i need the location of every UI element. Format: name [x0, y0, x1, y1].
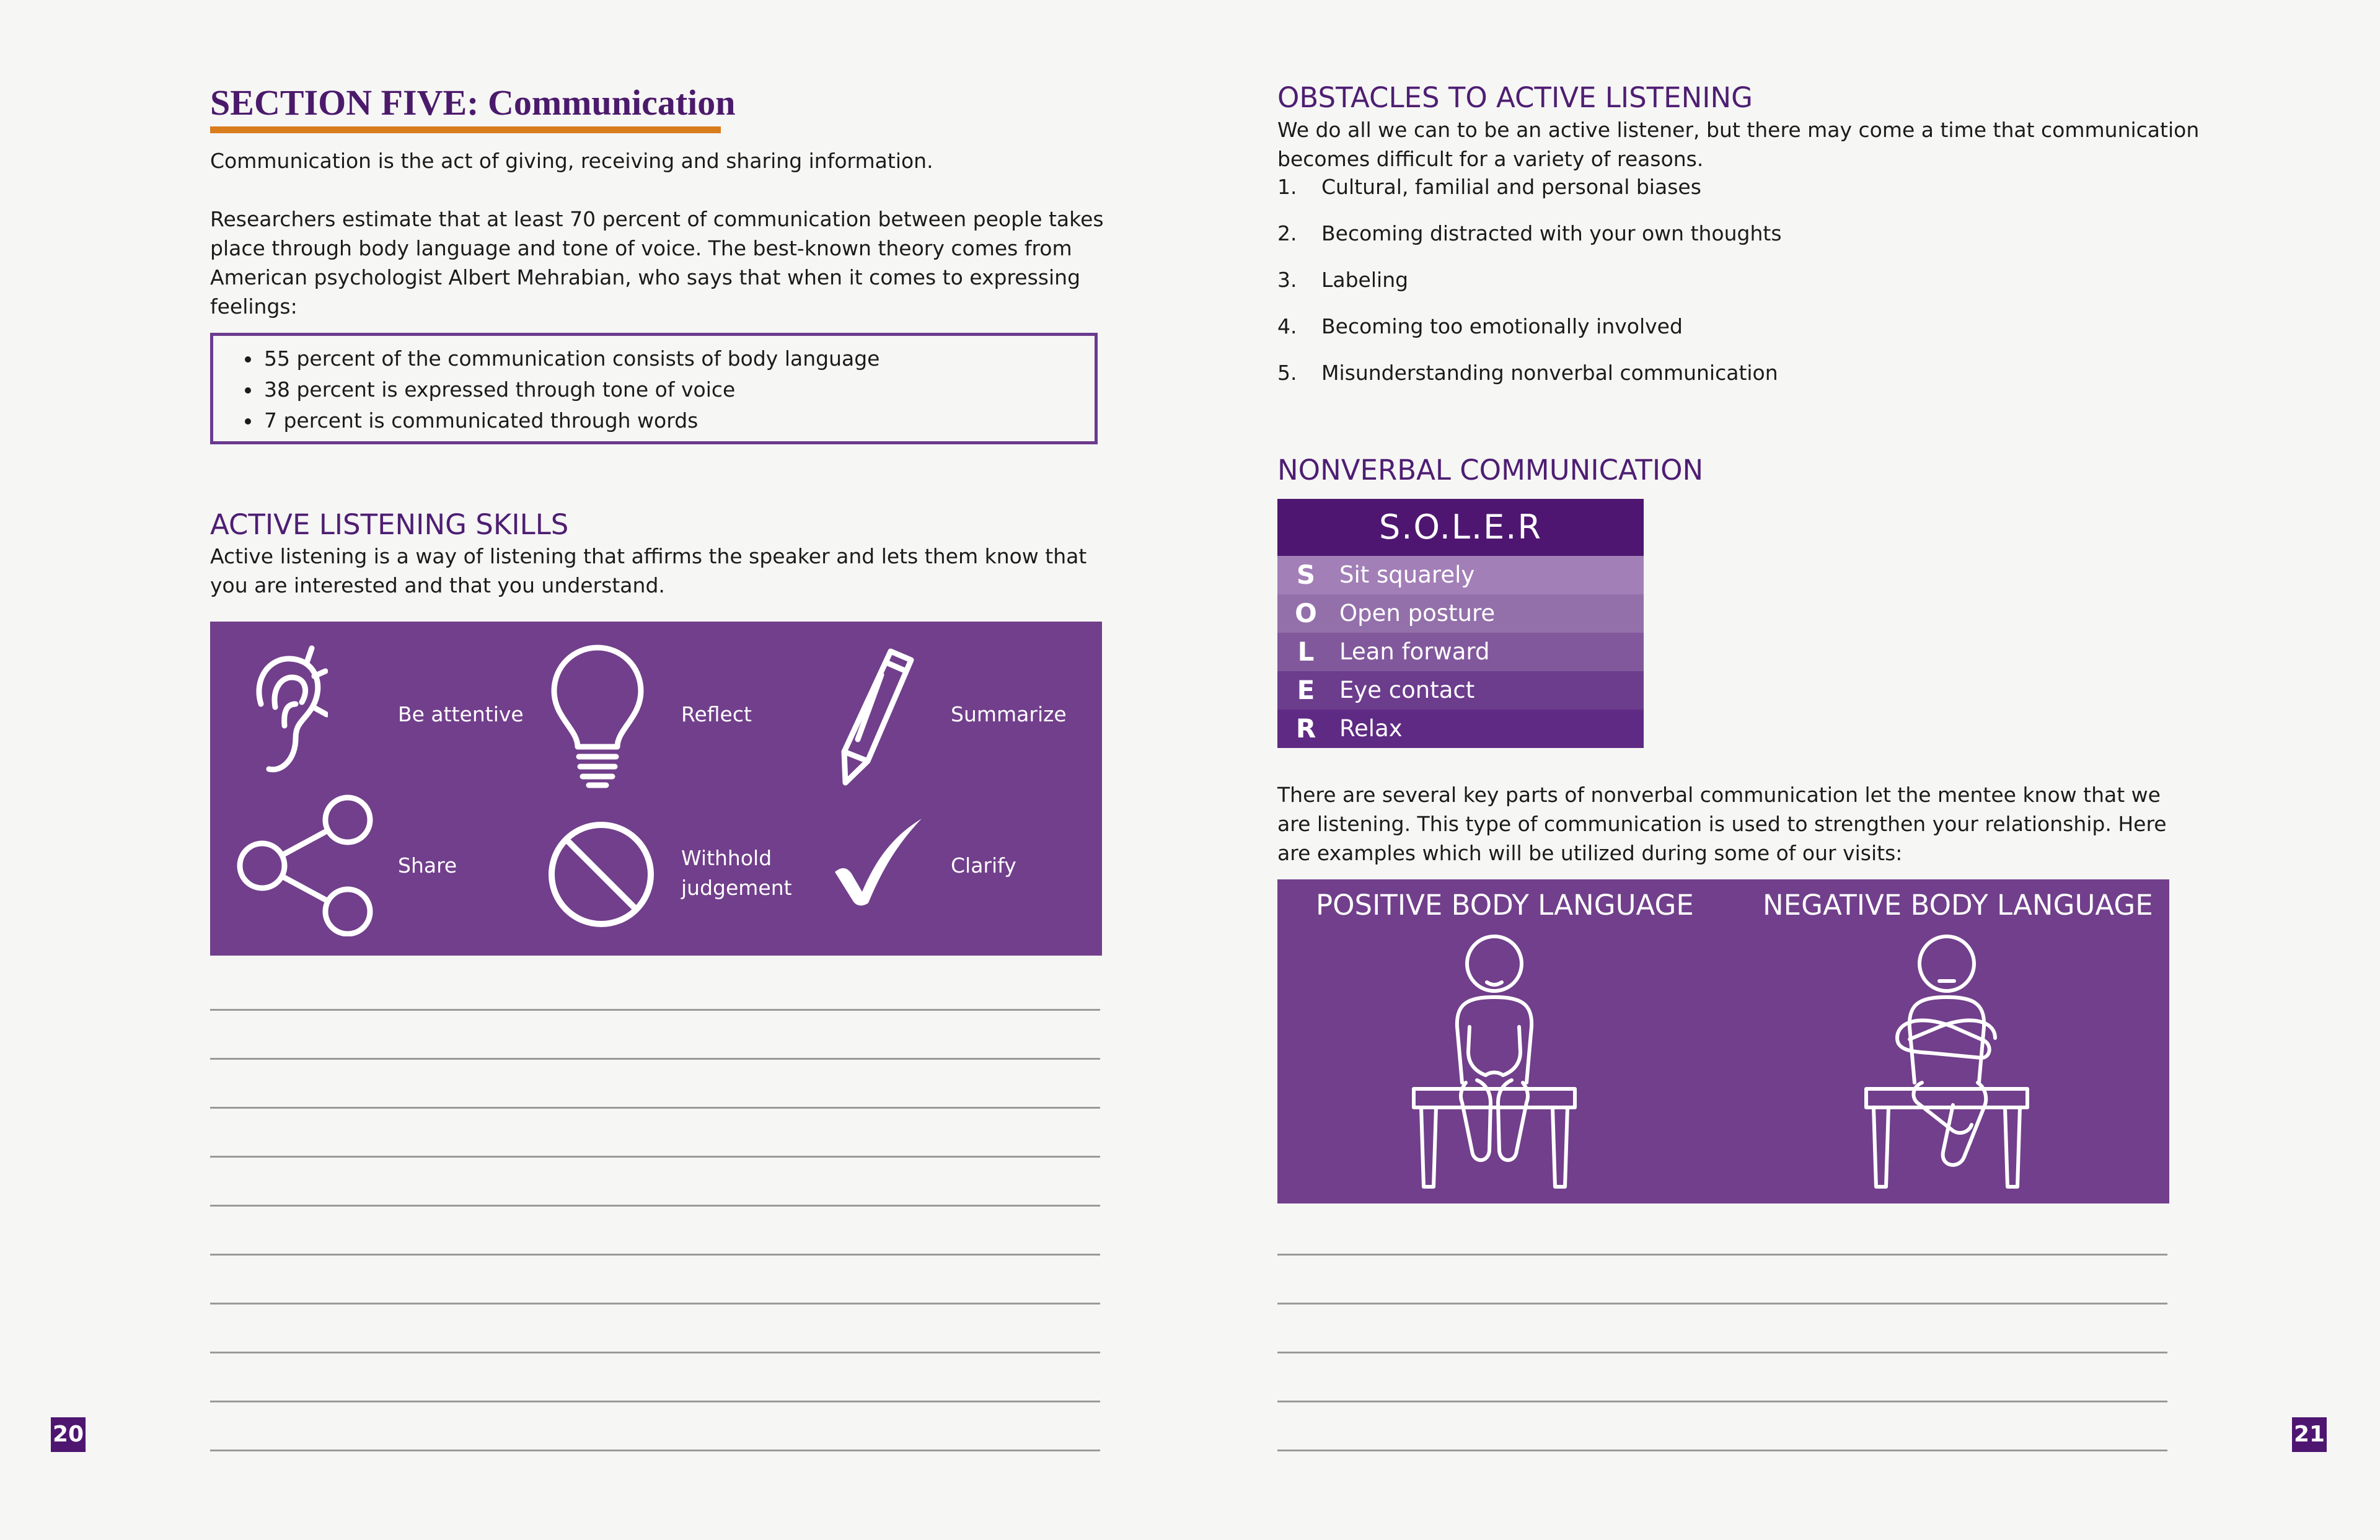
paragraph-line: There are several key parts of nonverbal communication let the mentee know that we: [1277, 783, 2161, 807]
soler-text: Open posture: [1339, 600, 1496, 627]
note-line: [210, 1254, 1100, 1256]
soler-row: [1277, 710, 1644, 748]
positive-body-language-title: POSITIVE BODY LANGUAGE: [1316, 889, 1694, 922]
obstacle-number: 4.: [1277, 314, 1297, 338]
obstacles-heading: OBSTACLES TO ACTIVE LISTENING: [1277, 81, 1753, 114]
skill-label: Reflect: [681, 702, 752, 726]
soler-text: Eye contact: [1339, 677, 1475, 703]
note-line: [1277, 1401, 2167, 1402]
paragraph-line: are examples which will be utilized during some of our visits:: [1277, 841, 1903, 865]
obstacle-text: Becoming too emotionally involved: [1321, 314, 1683, 338]
paragraph-line: are listening. This type of communication is used to strengthen your relationship. Here: [1277, 812, 2167, 836]
obstacle-text: Labeling: [1321, 268, 1409, 292]
intro-text: Communication is the act of giving, receiving and sharing information.: [210, 149, 933, 173]
note-line: [1277, 1352, 2167, 1353]
note-line: [210, 1205, 1100, 1207]
soler-row: [1277, 671, 1644, 710]
prohibited-icon: [545, 819, 657, 930]
soler-row: [1277, 556, 1644, 594]
negative-posture-icon: [1860, 934, 2034, 1197]
section-title: SECTION FIVE: Communication: [210, 82, 736, 123]
paragraph-line: becomes difficult for a variety of reasons.: [1277, 147, 1704, 171]
soler-letter: R: [1295, 713, 1316, 744]
note-line: [1277, 1450, 2167, 1451]
note-line: [210, 1009, 1100, 1011]
note-line: [210, 1352, 1100, 1353]
paragraph-line: Researchers estimate that at least 70 percent of communication between people takes: [210, 207, 1104, 231]
negative-body-language-title: NEGATIVE BODY LANGUAGE: [1763, 889, 2153, 922]
obstacles-list: [1277, 172, 2182, 405]
stats-list: [213, 336, 1095, 436]
nonverbal-paragraph: [1277, 780, 2167, 868]
obstacle-text: Cultural, familial and personal biases: [1321, 175, 1701, 199]
skills-panel: [210, 622, 1102, 956]
soler-letter: E: [1297, 675, 1315, 705]
skill-label: Be attentive: [398, 702, 524, 726]
soler-text: Sit squarely: [1339, 561, 1475, 588]
paragraph-line: We do all we can to be an active listener, but there may come a time that communication: [1277, 118, 2200, 142]
active-listening-heading: ACTIVE LISTENING SKILLS: [210, 508, 569, 541]
skill-label: Summarize: [951, 702, 1067, 726]
soler-title: S.O.L.E.R: [1277, 499, 1644, 556]
soler-text: Relax: [1339, 715, 1403, 742]
note-line: [210, 1156, 1100, 1158]
stat-item: • 7 percent is communicated through words: [262, 405, 1095, 436]
paragraph-line: you are interested and that you understand.: [210, 573, 665, 597]
share-icon: [235, 794, 377, 936]
positive-posture-icon: [1408, 934, 1581, 1197]
obstacle-number: 2.: [1277, 221, 1297, 245]
soler-text: Lean forward: [1339, 638, 1490, 665]
body-language-panel: [1277, 879, 2169, 1203]
title-underline: [210, 126, 721, 133]
ear-icon: [247, 645, 328, 781]
soler-letter: O: [1295, 598, 1317, 628]
skill-label: Withhold: [681, 846, 772, 870]
pencil-icon: [832, 646, 919, 789]
soler-row: [1277, 633, 1644, 671]
checkmark-icon: [831, 815, 924, 908]
obstacle-item: [1277, 265, 2182, 312]
note-line: [1277, 1303, 2167, 1305]
page-number-left: 20: [51, 1417, 86, 1452]
obstacle-item: [1277, 172, 2182, 219]
obstacle-text: Misunderstanding nonverbal communication: [1321, 361, 1778, 385]
paragraph-line: place through body language and tone of voice. The best-known theory comes from: [210, 236, 1072, 260]
note-line: [210, 1450, 1100, 1451]
soler-table: [1277, 499, 1644, 748]
obstacle-number: 1.: [1277, 175, 1297, 199]
obstacle-number: 3.: [1277, 268, 1297, 292]
obstacle-item: [1277, 219, 2182, 265]
nonverbal-heading: NONVERBAL COMMUNICATION: [1277, 454, 1704, 486]
paragraph-line: Active listening is a way of listening that affirms the speaker and lets them know that: [210, 544, 1087, 568]
note-line: [210, 1303, 1100, 1305]
stat-item: • 55 percent of the communication consists of body language: [262, 343, 1095, 374]
obstacle-item: [1277, 312, 2182, 358]
stat-item: • 38 percent is expressed through tone of voice: [262, 374, 1095, 405]
obstacle-text: Becoming distracted with your own thoughts: [1321, 221, 1782, 245]
skill-label: Clarify: [951, 853, 1016, 878]
obstacles-paragraph: [1277, 115, 2199, 174]
soler-row: [1277, 594, 1644, 633]
note-line: [210, 1058, 1100, 1060]
stats-box: [210, 333, 1098, 444]
note-line: [210, 1401, 1100, 1402]
active-listening-paragraph: [210, 542, 1086, 600]
research-paragraph: [210, 205, 1104, 321]
paragraph-line: American psychologist Albert Mehrabian, who says that when it comes to expressing: [210, 265, 1081, 289]
page-number-right: 21: [2292, 1417, 2327, 1452]
soler-letter: L: [1297, 636, 1315, 667]
note-line: [210, 1107, 1100, 1109]
note-line: [1277, 1254, 2167, 1256]
obstacle-item: [1277, 358, 2182, 405]
lightbulb-icon: [548, 643, 647, 791]
paragraph-line: feelings:: [210, 294, 298, 319]
obstacle-number: 5.: [1277, 361, 1297, 385]
skill-label: Share: [398, 853, 457, 878]
skill-label: judgement: [681, 876, 792, 900]
soler-letter: S: [1296, 560, 1316, 590]
